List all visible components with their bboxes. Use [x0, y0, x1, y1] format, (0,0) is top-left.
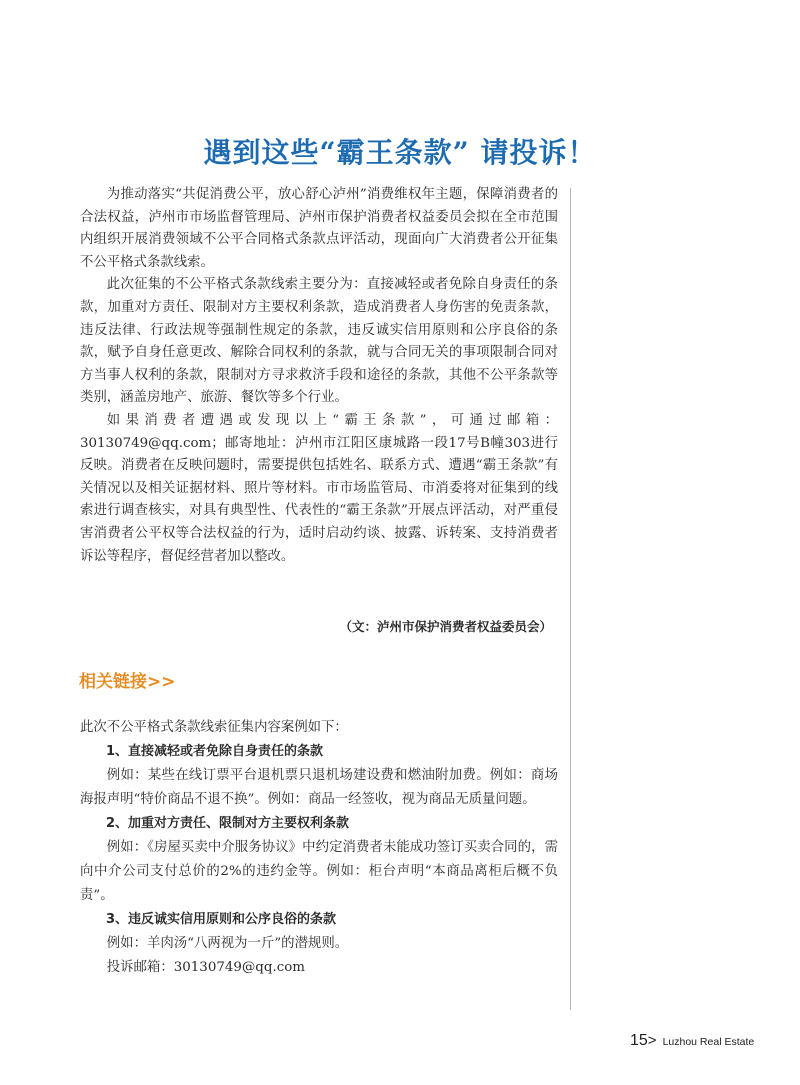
case-text: 例如：《房屋买卖中介服务协议》中约定消费者未能成功签订买卖合同的，需向中介公司支付总价的2%的违约金等。例如：柜台声明“本商品离柜后概不负责”。	[80, 840, 558, 903]
case-title: 1、直接减轻或者免除自身责任的条款	[106, 744, 324, 759]
article-title: 遇到这些“霸王条款” 请投诉！	[203, 135, 597, 169]
body-paragraph: 为推动落实“共促消费公平，放心舒心泸州”消费维权年主题，保障消费者的合法权益，泸州市市场监督管理局、泸州市保护消费者权益委员会拟在全市范围内组织开展消费领域不公平合同格式条款点评活动，现面向广大消费者公开征集不公平格式条款线索。	[80, 187, 558, 270]
case-title: 2、加重对方责任、限制对方主要权利条款	[106, 816, 350, 831]
related-cases	[80, 716, 558, 980]
case-text: 例如：羊肉汤“八两视为一斤”的潜规则。	[106, 936, 349, 951]
page-footer	[630, 1032, 754, 1052]
body-paragraph: 此次征集的不公平格式条款线索主要分为：直接减轻或者免除自身责任的条款，加重对方责任、限制对方主要权利条款，造成消费者人身伤害的免责条款，违反法律、行政法规等强制性规定的条款，违反诚实信用原则和公序良俗的条款，赋予自身任意更改、解除合同权利的条款，就与合同无关的事项限制合同对方当事人权利的条款，限制对方寻求救济手段和途径的条款，其他不公平条款等类别，涵盖房地产、旅游、餐饮等多个行业。	[80, 277, 558, 406]
page-number-separator: >	[647, 1032, 657, 1049]
body-paragraph: 如果消费者遭遇或发现以上“霸王条款”，可通过邮箱：30130749@qq.com；邮寄地址：泸州市江阳区康城路一段17号B幢303进行反映。消费者在反映问题时，需要提供包括姓名、联系方式、遭遇“霸王条款”有关情况以及相关证据材料、照片等材料。市市场监管局、市消委将对征集到的线索进行调查核实，对具有典型性、代表性的“霸王条款”开展点评活动，对严重侵害消费者公平权等合法权益的行为，适时启动约谈、披露、诉转案、支持消费者诉讼等程序，督促经营者加以整改。	[80, 412, 558, 564]
article-body	[80, 184, 558, 568]
related-links-heading: 相关链接>>	[79, 672, 176, 692]
article-source: （文：泸州市保护消费者权益委员会）	[339, 619, 552, 634]
complaint-email: 投诉邮箱：30130749@qq.com	[106, 960, 305, 975]
case-text: 例如：某些在线订票平台退机票只退机场建设费和燃油附加费。例如：商场海报声明“特价商品不退不换”。例如：商品一经签收，视为商品无质量问题。	[80, 768, 558, 807]
page-number: 15	[630, 1032, 648, 1049]
publication-name: Luzhou Real Estate	[662, 1036, 755, 1048]
cases-intro: 此次不公平格式条款线索征集内容案例如下：	[80, 720, 348, 735]
case-title: 3、违反诚实信用原则和公序良俗的条款	[106, 912, 337, 927]
column-divider	[570, 188, 571, 1010]
